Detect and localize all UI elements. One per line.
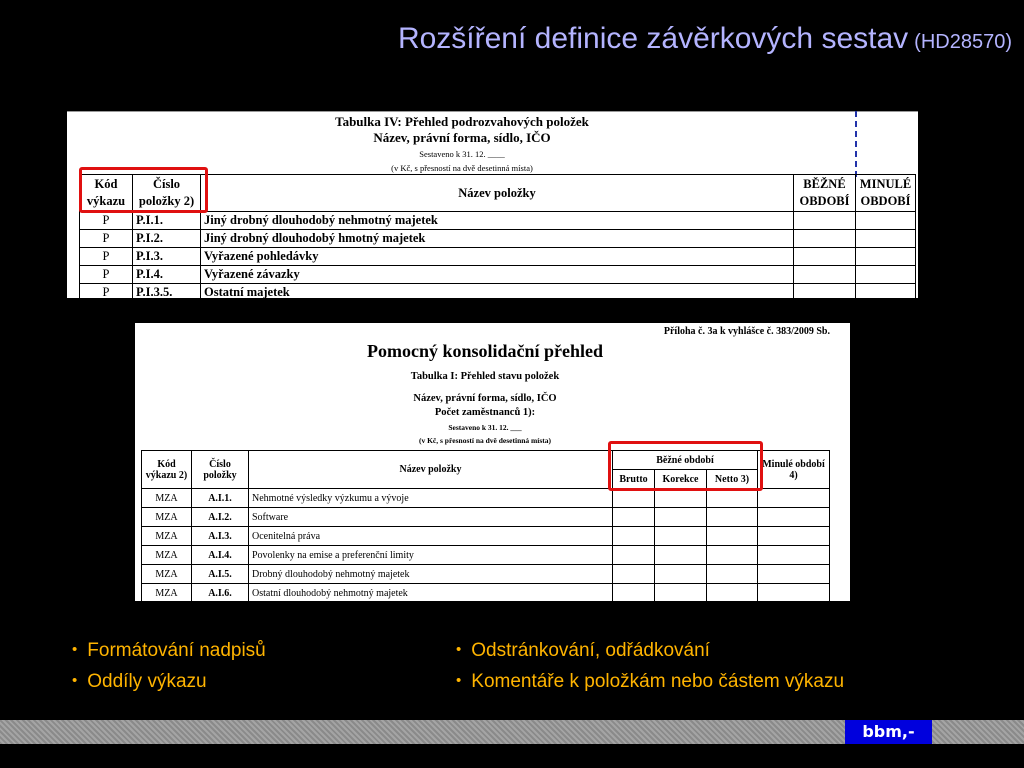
cell-minule bbox=[856, 212, 916, 230]
bullet-item: • Formátování nadpisů bbox=[72, 636, 266, 667]
report-subtitle: Název, právní forma, sídlo, IČO bbox=[413, 393, 557, 404]
table-row bbox=[142, 489, 830, 508]
cell-cislo: A.I.4. bbox=[192, 546, 249, 565]
cell-netto bbox=[707, 489, 758, 508]
slide-title-text: Rozšíření definice závěrkových sestav bbox=[397, 22, 909, 55]
employees-line: Počet zaměstnanců 1): bbox=[434, 407, 536, 418]
header-cislo: Číslo položky 2) bbox=[133, 175, 201, 212]
bullet-list-right bbox=[456, 636, 844, 698]
table-iv-subtitle: Název, právní forma, sídlo, IČO bbox=[373, 130, 551, 145]
screenshot-konsolidacni-prehled bbox=[135, 323, 850, 601]
cell-kod: MZA bbox=[142, 508, 192, 527]
cell-cislo: P.I.4. bbox=[133, 266, 201, 284]
cell-netto bbox=[707, 546, 758, 565]
bullet-item: • Oddíly výkazu bbox=[72, 667, 266, 698]
highlight-box bbox=[79, 167, 208, 213]
cell-nazev: Jiný drobný dlouhodobý hmotný majetek bbox=[201, 230, 794, 248]
cell-nazev: Povolenky na emise a preferenční limity bbox=[249, 546, 613, 565]
table-row bbox=[80, 248, 916, 266]
cell-brutto bbox=[613, 565, 655, 584]
cell-minule bbox=[758, 584, 830, 602]
header-cislo: Číslo položky bbox=[192, 451, 249, 489]
cell-brutto bbox=[613, 489, 655, 508]
cell-minule bbox=[758, 527, 830, 546]
cell-nazev: Jiný drobný dlouhodobý nehmotný majetek bbox=[201, 212, 794, 230]
cell-brutto bbox=[613, 546, 655, 565]
table-iv-title: Tabulka IV: Přehled podrozvahových položek bbox=[335, 114, 589, 129]
table-row bbox=[142, 565, 830, 584]
report-precision: (v Kč, s přesností na dvě desetinná místa) bbox=[418, 436, 552, 445]
cell-cislo: A.I.6. bbox=[192, 584, 249, 602]
table-row bbox=[142, 584, 830, 602]
cell-cislo: P.I.2. bbox=[133, 230, 201, 248]
cell-kod: MZA bbox=[142, 489, 192, 508]
header-brutto: Brutto bbox=[613, 470, 655, 489]
header-minule: MINULÉ OBDOBÍ bbox=[856, 175, 916, 212]
cell-nazev: Ostatní dlouhodobý nehmotný majetek bbox=[249, 584, 613, 602]
table-row bbox=[80, 212, 916, 230]
cell-minule bbox=[856, 266, 916, 284]
cell-nazev: Drobný dlouhodobý nehmotný majetek bbox=[249, 565, 613, 584]
cell-cislo: A.I.2. bbox=[192, 508, 249, 527]
priloha-note: Příloha č. 3a k vyhlášce č. 383/2009 Sb. bbox=[663, 326, 830, 337]
cell-netto bbox=[707, 508, 758, 527]
cell-nazev: Ostatní majetek bbox=[201, 284, 794, 299]
cell-cislo: P.I.1. bbox=[133, 212, 201, 230]
cell-korekce bbox=[655, 565, 707, 584]
cell-korekce bbox=[655, 527, 707, 546]
table-row bbox=[80, 266, 916, 284]
header-netto: Netto 3) bbox=[707, 470, 758, 489]
cell-nazev: Nehmotné výsledky výzkumu a vývoje bbox=[249, 489, 613, 508]
slide-title-code: (HD28570) bbox=[914, 31, 1012, 53]
cell-korekce bbox=[655, 584, 707, 602]
cell-nazev: Vyřazené závazky bbox=[201, 266, 794, 284]
cell-kod: MZA bbox=[142, 527, 192, 546]
cell-bezne bbox=[794, 284, 856, 299]
table-iv-as-of: Sestaveno k 31. 12. ____ bbox=[419, 149, 505, 159]
table-row bbox=[142, 527, 830, 546]
cell-kod: P bbox=[80, 248, 133, 266]
slide-title bbox=[398, 22, 1012, 56]
header-nazev: Název položky bbox=[249, 451, 613, 489]
bullet-item: • Odstránkování, odřádkování bbox=[456, 636, 844, 667]
report-as-of: Sestaveno k 31. 12. ___ bbox=[448, 423, 522, 432]
table-i-title: Tabulka I: Přehled stavu položek bbox=[410, 371, 560, 382]
bullet-list-left bbox=[72, 636, 266, 698]
header-kod: Kód výkazu 2) bbox=[142, 451, 192, 489]
cell-korekce bbox=[655, 546, 707, 565]
cell-brutto bbox=[613, 584, 655, 602]
highlight-box bbox=[608, 441, 763, 491]
bbm-logo: bbm,- bbox=[845, 720, 932, 744]
bullet-item: • Komentáře k položkám nebo částem výkazu bbox=[456, 667, 844, 698]
header-bezne: BĚŽNÉ OBDOBÍ bbox=[794, 175, 856, 212]
cell-minule bbox=[758, 565, 830, 584]
table-iv-precision: (v Kč, s přesností na dvě desetinná místa) bbox=[391, 163, 533, 173]
page-break-line bbox=[855, 111, 857, 177]
cell-kod: P bbox=[80, 266, 133, 284]
cell-cislo: P.I.3.5. bbox=[133, 284, 201, 299]
cell-netto bbox=[707, 565, 758, 584]
header-kod: Kód výkazu bbox=[80, 175, 133, 212]
report-title: Pomocný konsolidační přehled bbox=[366, 341, 604, 361]
header-bezne: Běžné období bbox=[613, 451, 758, 470]
cell-bezne bbox=[794, 230, 856, 248]
header-korekce: Korekce bbox=[655, 470, 707, 489]
cell-kod: MZA bbox=[142, 565, 192, 584]
cell-kod: P bbox=[80, 284, 133, 299]
cell-brutto bbox=[613, 508, 655, 527]
table-row bbox=[142, 546, 830, 565]
cell-minule bbox=[758, 546, 830, 565]
header-minule: Minulé období 4) bbox=[758, 451, 830, 489]
cell-korekce bbox=[655, 489, 707, 508]
table-row bbox=[80, 230, 916, 248]
cell-kod: MZA bbox=[142, 584, 192, 602]
cell-kod: MZA bbox=[142, 546, 192, 565]
cell-kod: P bbox=[80, 212, 133, 230]
cell-minule bbox=[856, 248, 916, 266]
cell-brutto bbox=[613, 527, 655, 546]
screenshot-table-iv bbox=[67, 111, 918, 298]
cell-cislo: A.I.1. bbox=[192, 489, 249, 508]
cell-minule bbox=[758, 508, 830, 527]
table-row bbox=[142, 508, 830, 527]
cell-kod: P bbox=[80, 230, 133, 248]
cell-nazev: Vyřazené pohledávky bbox=[201, 248, 794, 266]
top-rule bbox=[67, 111, 918, 112]
cell-cislo: A.I.5. bbox=[192, 565, 249, 584]
cell-netto bbox=[707, 527, 758, 546]
cell-cislo: P.I.3. bbox=[133, 248, 201, 266]
cell-netto bbox=[707, 584, 758, 602]
table-row bbox=[80, 284, 916, 299]
header-nazev: Název položky bbox=[201, 175, 794, 212]
cell-minule bbox=[856, 230, 916, 248]
cell-korekce bbox=[655, 508, 707, 527]
cell-bezne bbox=[794, 266, 856, 284]
cell-nazev: Software bbox=[249, 508, 613, 527]
cell-bezne bbox=[794, 248, 856, 266]
cell-nazev: Ocenitelná práva bbox=[249, 527, 613, 546]
cell-minule bbox=[856, 284, 916, 299]
cell-bezne bbox=[794, 212, 856, 230]
cell-cislo: A.I.3. bbox=[192, 527, 249, 546]
cell-minule bbox=[758, 489, 830, 508]
